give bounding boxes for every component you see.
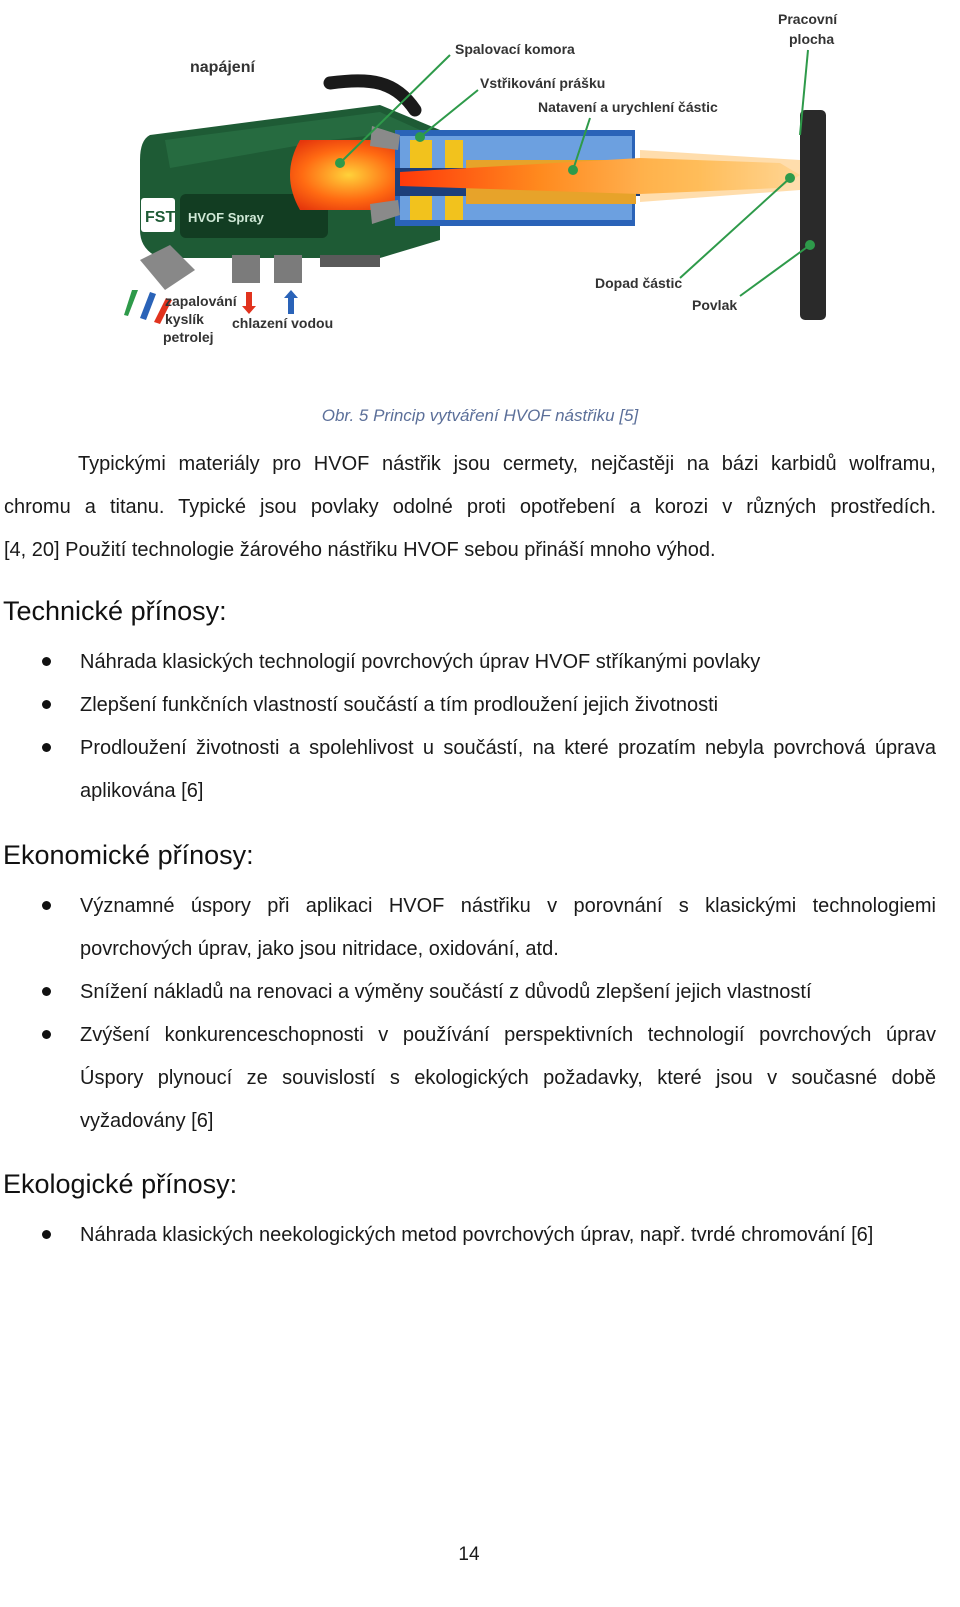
label-povlak: Povlak	[692, 297, 738, 313]
bullet-dot	[42, 1030, 51, 1039]
intro-paragraph	[4, 443, 936, 572]
bullet-dot	[42, 987, 51, 996]
list-item	[0, 684, 936, 727]
bullet-dot	[42, 657, 51, 666]
item-line: Prodloužení životnosti a spolehlivost u součástí, na které prozatím nebyla povrchová úprava	[80, 737, 936, 759]
list-item	[0, 1014, 936, 1143]
list-ekonomicke	[0, 885, 936, 1143]
page-number: 14	[458, 1544, 480, 1565]
label-petrolej: petrolej	[163, 329, 214, 345]
gas-arrow-green	[124, 290, 138, 316]
pointer-povlak	[740, 245, 810, 296]
bullet-dot	[42, 901, 51, 910]
list-item	[0, 971, 936, 1014]
figure-caption: Obr. 5 Princip vytváření HVOF nástřiku [5]	[321, 406, 639, 425]
item-line: Zlepšení funkčních vlastností součástí a tím prodloužení jejich životnosti	[80, 694, 719, 716]
label-pracovni-2: plocha	[789, 31, 835, 47]
list-technicke	[0, 641, 936, 813]
brand-logo: FST	[145, 209, 176, 226]
label-dopad: Dopad částic	[595, 275, 683, 291]
bullet-dot	[42, 1230, 51, 1239]
item-line: vyžadovány [6]	[80, 1110, 214, 1132]
water-out-arrow	[242, 292, 256, 314]
intro-line: Typickými materiály pro HVOF nástřik jsou cermety, nejčastěji na bázi karbidů wolframu,	[78, 453, 936, 475]
water-in-arrow	[284, 290, 298, 314]
label-kyslik: kyslík	[165, 311, 204, 327]
list-item	[0, 641, 936, 684]
label-vstrikovani: Vstřikování prášku	[480, 75, 606, 91]
intro-line: [4, 20] Použití technologie žárového nástřiku HVOF sebou přináší mnoho výhod.	[4, 539, 716, 561]
gas-arrow-blue	[140, 292, 156, 320]
item-line: Snížení nákladů na renovaci a výměny součástí z důvodů zlepšení jejich vlastností	[80, 981, 812, 1003]
bullet-dot	[42, 700, 51, 709]
list-item	[0, 1214, 936, 1257]
power-cable	[330, 81, 415, 110]
workpiece	[800, 110, 826, 320]
list-ekologicke	[0, 1214, 936, 1257]
bullet-dot	[42, 743, 51, 752]
item-line: Významné úspory při aplikaci HVOF nástřiku v porovnání s klasickými technologiemi	[80, 895, 936, 917]
label-pracovni-1: Pracovní	[778, 11, 838, 27]
item-line: Náhrada klasických technologií povrchových úprav HVOF stříkanými povlaky	[80, 651, 761, 673]
section-heading-technicke: Technické přínosy:	[3, 596, 227, 626]
item-line: Úspory plynoucí ze souvislostí s ekologických požadavky, které jsou v současné době	[80, 1067, 936, 1089]
section-heading-ekonomicke: Ekonomické přínosy:	[3, 840, 254, 870]
intro-line: chromu a titanu. Typické jsou povlaky odolné proti opotřebení a korozi v různých prostředích.	[4, 496, 936, 518]
model-name: HVOF Spray	[188, 210, 264, 225]
label-nataveni: Natavení a urychlení částic	[538, 99, 718, 115]
hvof-diagram	[0, 0, 960, 370]
item-line: Náhrada klasických neekologických metod povrchových úprav, např. tvrdé chromování [6]	[80, 1224, 874, 1246]
item-line: aplikována [6]	[80, 780, 204, 802]
item-line: Zvýšení konkurenceschopnosti v používání perspektivních technologií povrchových úprav	[80, 1024, 936, 1046]
list-item	[0, 885, 936, 971]
label-zapalovani: zapalování	[165, 293, 237, 309]
label-napajeni: napájení	[190, 59, 255, 76]
label-spalovaci: Spalovací komora	[455, 41, 575, 57]
label-chlazeni: chlazení vodou	[232, 315, 334, 331]
section-heading-ekologicke: Ekologické přínosy:	[3, 1169, 238, 1199]
list-item	[0, 727, 936, 813]
pointer-vstrikovani	[420, 90, 478, 137]
item-line: povrchových úprav, jako jsou nitridace, oxidování, atd.	[80, 938, 559, 960]
